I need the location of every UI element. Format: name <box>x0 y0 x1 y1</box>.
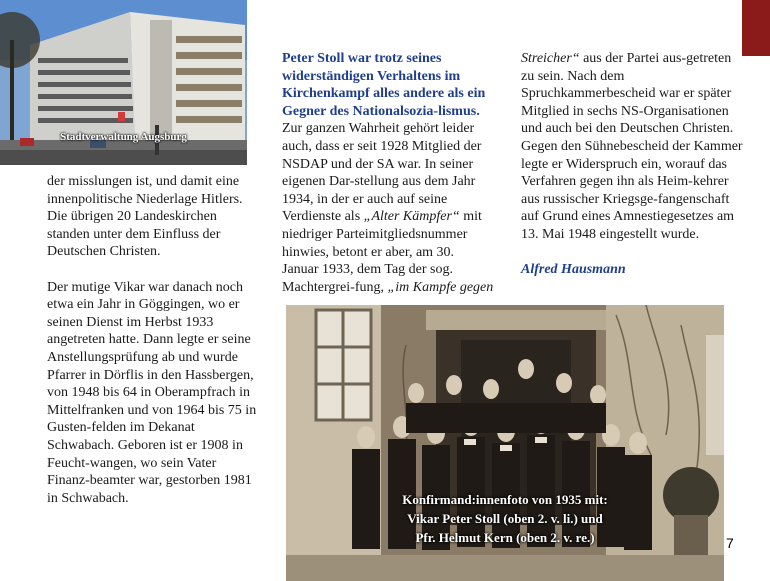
quote-text: Streicher“ <box>521 51 580 66</box>
text-column-middle <box>282 50 494 296</box>
paragraph: der misslungen ist, und damit eine innenpolitische Niederlage Hitlers. Die übrigen 20 Landeskirchen standen unter dem Einfluss der Deutschen Christen. <box>47 174 243 260</box>
text-column-left <box>47 173 259 507</box>
text-column-right <box>521 50 743 279</box>
body-text: mit niedriger Parteimitgliedsnummer hinwies, betont er aber, am 30. Januar 1933, dem Tag der sog. Machtergrei-fung, <box>282 209 482 295</box>
lead-text: Peter Stoll war trotz seines widerständigen Verhaltens im Kirchenkampf alles andere als ein Gegner des Nationalsozia-lismus. <box>282 51 486 119</box>
photo-confirmation-group <box>286 305 724 581</box>
quote-text: „Alter Kämpfer“ <box>363 209 460 225</box>
photo-caption-group <box>286 490 724 547</box>
corner-tab <box>742 0 770 56</box>
caption-line: Vikar Peter Stoll (oben 2. v. li.) und <box>407 511 603 526</box>
body-text: aus der Partei aus-getreten zu sein. Nach dem Spruchkammerbescheid war er später Mitglied in sechs NS-Organisationen und auch bei den Deutschen Christen. Gegen den Sühnebescheid der Kammer legte er Widerspruch ein, worauf das Verfahren gegen ihn als Heim-kehrer aus russischer Kriegsge-fangenschaft auf Grund eines Amnestiegesetzes am 13. Mai 1948 eingestellt wurde. <box>521 51 743 242</box>
author-name: Alfred Hausmann <box>521 262 626 278</box>
caption-line: Konfirmand:innenfoto von 1935 mit: <box>402 492 608 507</box>
quote-text: „im Kampfe gegen <box>387 279 494 295</box>
paragraph <box>521 50 743 244</box>
page-number: 7 <box>726 535 734 551</box>
body-text: Zur ganzen Wahrheit gehört leider auch, dass er seit 1928 Mitglied der NSDAP und der SA war. In seiner eigenen Dar-stellung aus dem Jahr 1934, in der er auch auf seine Verdienste als <box>282 121 482 225</box>
photo-stadtverwaltung <box>0 0 247 165</box>
paragraph <box>282 50 494 296</box>
caption-line: Pfr. Helmut Kern (oben 2. v. re.) <box>415 530 595 545</box>
photo-caption-building: Stadtverwaltung Augsburg <box>60 131 187 143</box>
paragraph: Der mutige Vikar war danach noch etwa ein Jahr in Göggingen, wo er seinen Dienst im Herbst 1933 angetreten hatte. Dann legte er seine Anstellungsprüfung ab und wurde Pfarrer in Dörflis in den Hassbergen, von 1948 bis 64 in Oberampfrach in Mittelfranken und von 1964 bis 75 in Gusten-felden im Dekanat Schwabach. Geboren ist er 1908 in Feucht-wangen, wo sein Vater Finanz-beamter war, gestorben 1981 in Schwabach. <box>47 279 257 506</box>
